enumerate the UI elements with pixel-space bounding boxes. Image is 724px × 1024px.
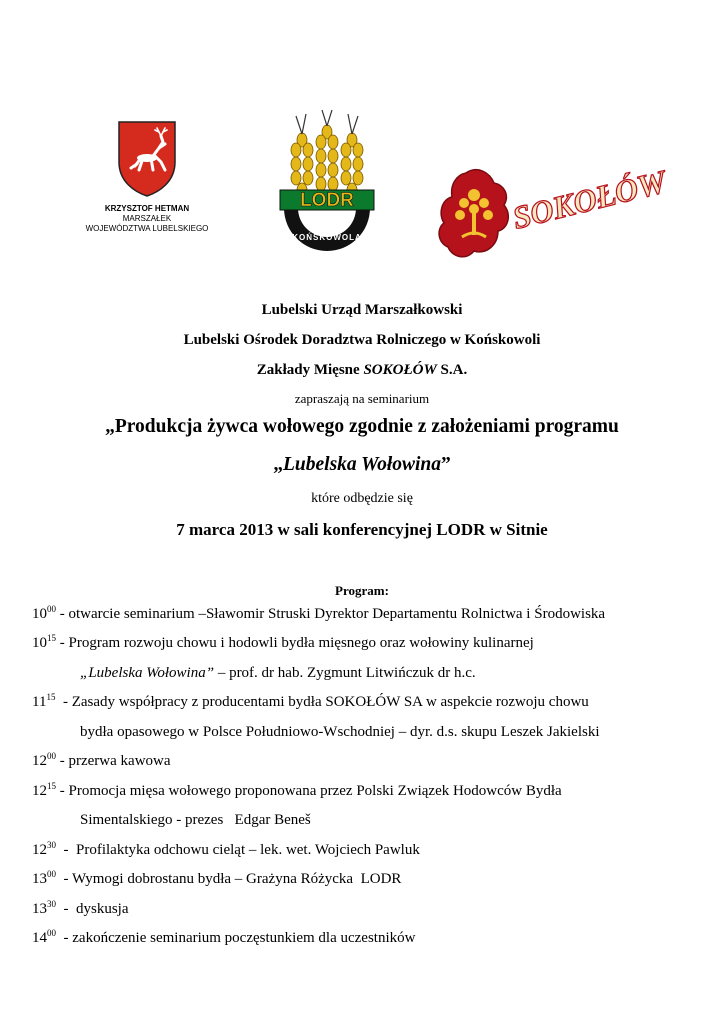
lodr-logo bbox=[276, 110, 378, 260]
program-item bbox=[32, 753, 171, 770]
event-date: 7 marca 2013 w sali konferencyjnej LODR w Sitnie bbox=[176, 520, 548, 539]
item-separator: - bbox=[56, 783, 69, 799]
item-text: Program rozwoju chowu i hodowli bydła mięsnego oraz wołowiny kulinarnej bbox=[68, 635, 534, 651]
seminar-title-line-1: „Produkcja żywca wołowego zgodnie z założeniami programu bbox=[105, 416, 619, 437]
item-separator: - bbox=[56, 930, 73, 946]
organizer-1: Lubelski Urząd Marszałkowski bbox=[261, 302, 463, 318]
organizer-2: Lubelski Ośrodek Doradztwa Rolniczego w Końskowoli bbox=[183, 332, 541, 348]
title-quote-close: ” bbox=[441, 454, 451, 475]
item-text-continued: bydła opasowego w Polsce Południowo-Wschodniej – dyr. d.s. skupu Leszek Jakielski bbox=[80, 724, 600, 740]
item-minutes: 00 bbox=[47, 604, 56, 614]
program-item bbox=[32, 783, 562, 800]
item-text: otwarcie seminarium –Sławomir Struski Dyrektor Departamentu Rolnictwa i Środowiska bbox=[68, 606, 606, 622]
title-quote-open: „ bbox=[273, 454, 283, 475]
item-minutes: 00 bbox=[47, 751, 56, 761]
item-separator: - bbox=[56, 753, 69, 769]
item-minutes: 30 bbox=[47, 840, 56, 850]
invite-text: zapraszają na seminarium bbox=[294, 391, 430, 406]
sokolow-logo bbox=[438, 163, 670, 275]
program-item bbox=[32, 871, 401, 888]
item-hour: 13 bbox=[32, 901, 47, 917]
item-minutes: 15 bbox=[47, 781, 56, 791]
item-separator: - bbox=[56, 871, 72, 887]
program-item bbox=[32, 635, 534, 652]
organizer-3-brand: SOKOŁÓW bbox=[363, 362, 437, 378]
event-intro: które odbędzie się bbox=[311, 491, 413, 506]
program-heading: Program: bbox=[335, 583, 389, 598]
sokolow-wordmark: SOKOŁÓW bbox=[508, 163, 670, 236]
item-text: zakończenie seminarium poczęstunkiem dla uczestników bbox=[72, 930, 416, 946]
item-text: Zasady współpracy z producentami bydła SOKOŁÓW SA w aspekcie rozwoju chowu bbox=[71, 694, 589, 710]
item-hour: 10 bbox=[32, 606, 47, 622]
logo-strip bbox=[0, 110, 724, 270]
item-minutes: 30 bbox=[47, 899, 56, 909]
organizer-3-suffix: S.A. bbox=[436, 362, 468, 378]
item-text: Profilaktyka odchowu cieląt – lek. wet. Wojciech Pawluk bbox=[76, 842, 420, 858]
item-hour: 11 bbox=[32, 694, 47, 710]
item-hour: 14 bbox=[32, 930, 47, 946]
item-minutes: 15 bbox=[46, 692, 56, 702]
item-italic-text: „Lubelska Wołowina” bbox=[80, 665, 215, 681]
item-separator: - bbox=[55, 694, 72, 710]
program-item-continued bbox=[80, 724, 600, 741]
item-separator: - bbox=[56, 901, 76, 917]
program-item bbox=[32, 930, 415, 947]
item-separator: - bbox=[56, 842, 76, 858]
item-text-continued: Simentalskiego - prezes Edgar Beneš bbox=[80, 812, 311, 828]
marshal-role: MARSZAŁEK bbox=[122, 214, 172, 223]
item-hour: 12 bbox=[32, 753, 47, 769]
item-text: dyskusja bbox=[76, 901, 129, 917]
program-item-continued bbox=[80, 665, 476, 682]
lodr-text: LODR bbox=[300, 190, 354, 211]
item-hour: 10 bbox=[32, 635, 47, 651]
item-hour: 13 bbox=[32, 871, 47, 887]
organizer-3-prefix: Zakłady Mięsne bbox=[256, 362, 364, 378]
program-item bbox=[32, 694, 589, 711]
program-name: Lubelska Wołowina bbox=[282, 454, 442, 475]
lublin-coat-of-arms-icon bbox=[115, 118, 179, 198]
item-separator: - bbox=[56, 635, 69, 651]
item-text-continued: – prof. dr hab. Zygmunt Litwińczuk dr h.c. bbox=[214, 665, 476, 681]
marshal-name: KRZYSZTOF HETMAN bbox=[104, 204, 190, 213]
item-minutes: 00 bbox=[47, 869, 56, 879]
item-minutes: 00 bbox=[47, 928, 56, 938]
program-item bbox=[32, 606, 605, 623]
item-separator: - bbox=[56, 606, 69, 622]
item-hour: 12 bbox=[32, 842, 47, 858]
program-item bbox=[32, 901, 129, 918]
item-text: Wymogi dobrostanu bydła – Grażyna Różycka LODR bbox=[71, 871, 402, 887]
marshal-office: WOJEWÓDZTWA LUBELSKIEGO bbox=[85, 224, 209, 233]
seminar-title-line-2 bbox=[0, 454, 724, 476]
lodr-ring-text: KOŃSKOWOLA bbox=[292, 233, 362, 242]
wheat-icon bbox=[291, 125, 363, 197]
organizer-3 bbox=[0, 362, 724, 379]
lublin-voivodeship-logo bbox=[72, 118, 222, 234]
program-item-continued bbox=[80, 812, 311, 829]
item-text: Promocja mięsa wołowego proponowana przez Polski Związek Hodowców Bydła bbox=[68, 783, 562, 799]
item-minutes: 15 bbox=[47, 633, 56, 643]
program-item bbox=[32, 842, 420, 859]
item-hour: 12 bbox=[32, 783, 47, 799]
item-text: przerwa kawowa bbox=[68, 753, 171, 769]
